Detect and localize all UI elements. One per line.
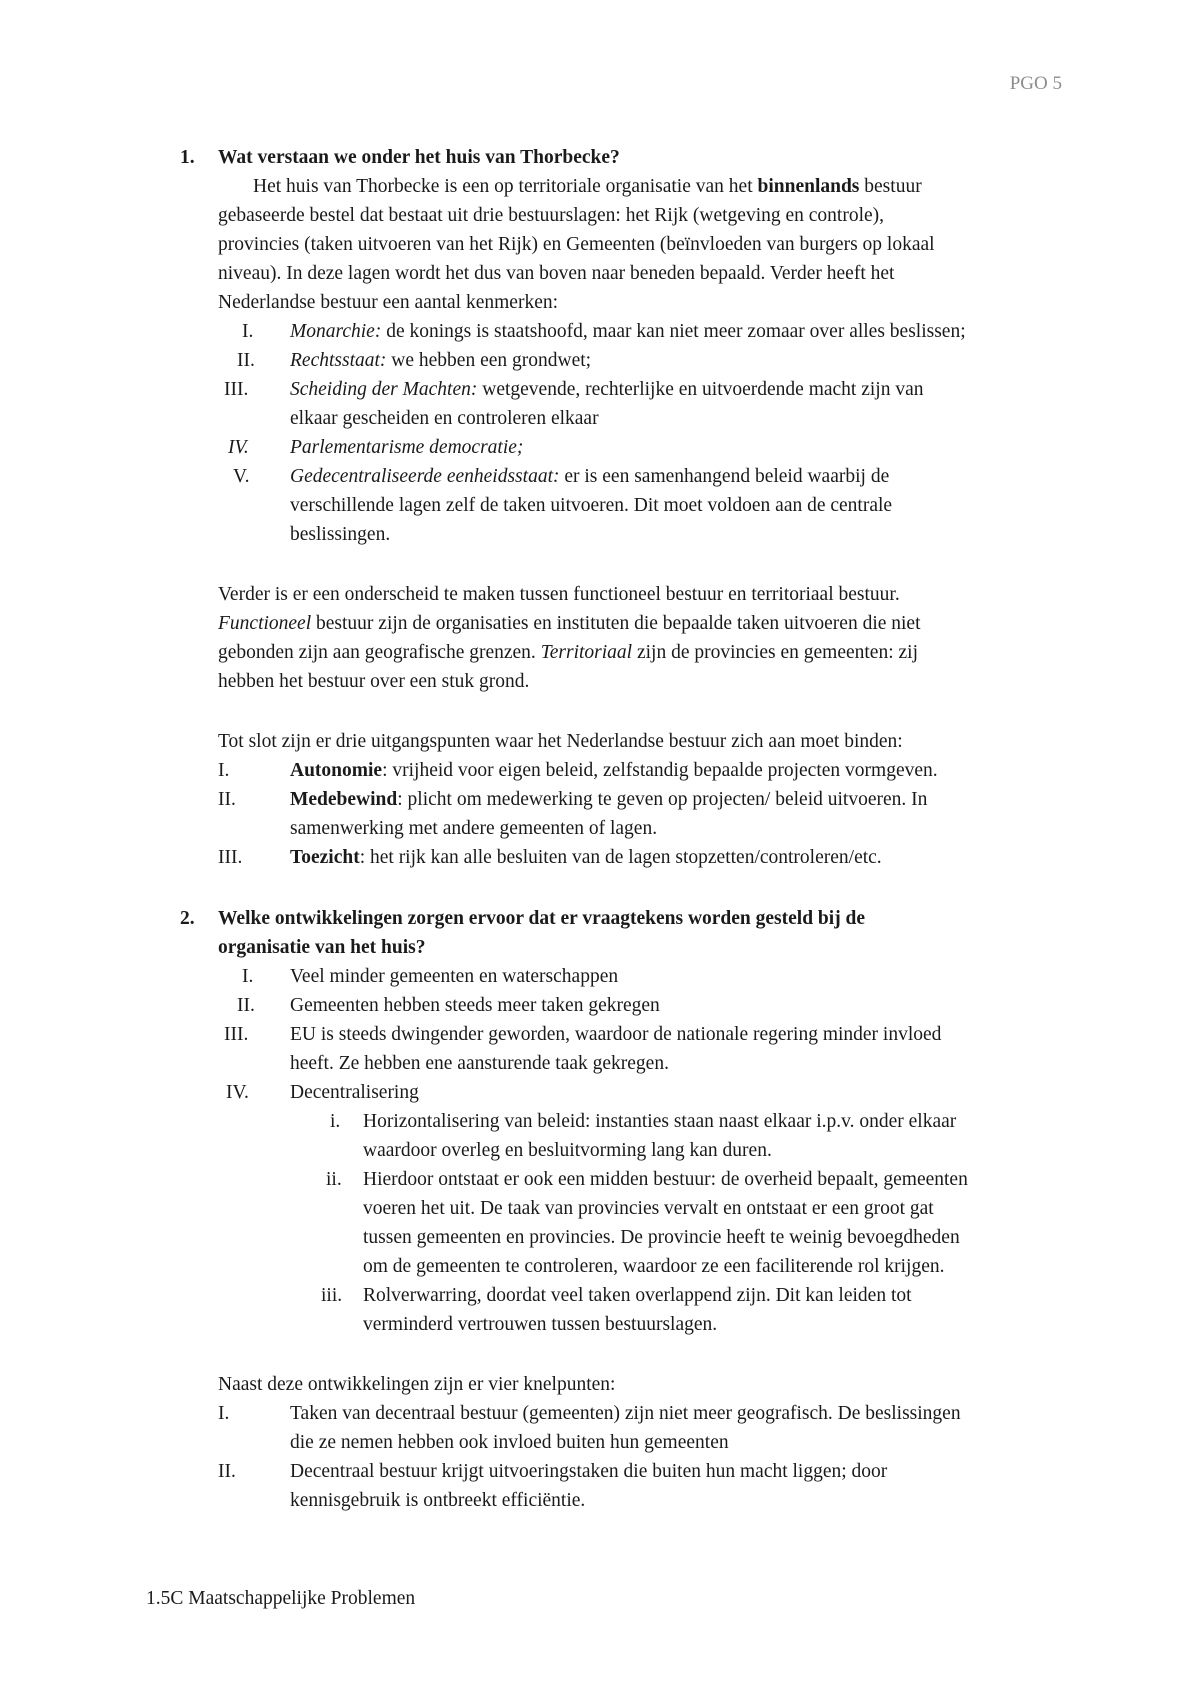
uitgangspunt-number: II. (218, 789, 236, 810)
sub-item-continuation: voeren het uit. De taak van provincies vervalt en ontstaat er een groot gat (363, 1198, 934, 1219)
kenmerk-item-continuation: beslissingen. (290, 524, 391, 545)
q1-number: 1. (180, 147, 195, 168)
kenmerk-number: I. (242, 321, 254, 342)
q2-question-line-1: Welke ontwikkelingen zorgen ervoor dat er vraagtekens worden gesteld bij de (218, 908, 866, 929)
kenmerk-number: V. (233, 466, 250, 487)
knelpunt-number: I. (218, 1403, 230, 1424)
knelpunt-item: Decentraal bestuur krijgt uitvoeringstaken die buiten hun macht liggen; door (290, 1461, 888, 1482)
kenmerk-item: Gedecentraliseerde eenheidsstaat: er is een samenhangend beleid waarbij de (290, 466, 890, 487)
sub-number: i. (330, 1111, 341, 1132)
uitgangspunt-number: I. (218, 760, 230, 781)
ontwikkeling-item: Decentralisering (290, 1082, 419, 1103)
sub-number: ii. (326, 1169, 342, 1190)
kenmerk-item-continuation: verschillende lagen zelf de taken uitvoeren. Dit moet voldoen aan de centrale (290, 495, 893, 516)
sub-item-continuation: verminderd vertrouwen tussen bestuurslagen. (363, 1314, 718, 1335)
ontwikkeling-number: II. (237, 995, 255, 1016)
page-footer: 1.5C Maatschappelijke Problemen (146, 1588, 416, 1609)
uitgangspunt-item: Toezicht: het rijk kan alle besluiten van de lagen stopzetten/controleren/etc. (290, 847, 882, 868)
ontwikkeling-item: Gemeenten hebben steeds meer taken gekregen (290, 995, 660, 1016)
sub-number: iii. (321, 1285, 343, 1306)
sub-item: Hierdoor ontstaat er ook een midden bestuur: de overheid bepaalt, gemeenten (363, 1169, 968, 1190)
sub-item-continuation: tussen gemeenten en provincies. De provincie heeft te weinig bevoegdheden (363, 1227, 960, 1248)
ontwikkeling-item: Veel minder gemeenten en waterschappen (290, 966, 619, 987)
ontwikkeling-number: I. (242, 966, 254, 987)
uitgangspunt-continuation: samenwerking met andere gemeenten of lagen. (290, 818, 658, 839)
kenmerk-item: Rechtsstaat: we hebben een grondwet; (290, 350, 592, 371)
sub-item: Rolverwarring, doordat veel taken overlappend zijn. Dit kan leiden tot (363, 1285, 912, 1306)
kenmerk-number: II. (237, 350, 255, 371)
sub-item: Horizontalisering van beleid: instanties staan naast elkaar i.p.v. onder elkaar (363, 1111, 957, 1132)
kenmerk-item-continuation: elkaar gescheiden en controleren elkaar (290, 408, 599, 429)
q1-intro-line-2: gebaseerde bestel dat bestaat uit drie bestuurslagen: het Rijk (wetgeving en controle), (218, 205, 885, 226)
ontwikkeling-number: IV. (226, 1082, 249, 1103)
totslot-line: Tot slot zijn er drie uitgangspunten waar het Nederlandse bestuur zich aan moet binden: (218, 731, 903, 752)
ontwikkeling-item: EU is steeds dwingender geworden, waardoor de nationale regering minder invloed (290, 1024, 942, 1045)
verder-line-1: Verder is er een onderscheid te maken tussen functioneel bestuur en territoriaal bestuur. (218, 584, 900, 605)
kenmerk-item: Scheiding der Machten: wetgevende, rechterlijke en uitvoerdende macht zijn van (290, 379, 924, 400)
kenmerk-number: IV. (228, 437, 249, 458)
uitgangspunt-item: Medebewind: plicht om medewerking te geven op projecten/ beleid uitvoeren. In (290, 789, 928, 810)
verder-line-4: hebben het bestuur over een stuk grond. (218, 671, 530, 692)
ontwikkeling-number: III. (224, 1024, 249, 1045)
ontwikkeling-continuation: heeft. Ze hebben ene aansturende taak gekregen. (290, 1053, 669, 1074)
q1-intro-line-5: Nederlandse bestuur een aantal kenmerken: (218, 292, 559, 313)
q2-number: 2. (180, 908, 195, 929)
knelpunt-continuation: kennisgebruik is ontbreekt efficiëntie. (290, 1490, 586, 1511)
knelpunt-continuation: die ze nemen hebben ook invloed buiten hun gemeenten (290, 1432, 729, 1453)
kenmerk-item: Monarchie: de konings is staatshoofd, maar kan niet meer zomaar over alles beslissen; (290, 321, 966, 342)
uitgangspunt-number: III. (218, 847, 243, 868)
q1-intro-line-1: Het huis van Thorbecke is een op territoriale organisatie van het binnenlands bestuur (253, 176, 922, 197)
naast-line: Naast deze ontwikkelingen zijn er vier knelpunten: (218, 1374, 616, 1395)
uitgangspunt-item: Autonomie: vrijheid voor eigen beleid, zelfstandig bepaalde projecten vormgeven. (290, 760, 938, 781)
kenmerk-number: III. (224, 379, 249, 400)
q1-question: Wat verstaan we onder het huis van Thorbecke? (218, 147, 620, 168)
q2-question-line-2: organisatie van het huis? (218, 937, 426, 958)
verder-line-3: gebonden zijn aan geografische grenzen. Territoriaal zijn de provincies en gemeenten: zij (218, 642, 918, 663)
kenmerk-item: Parlementarisme democratie; (290, 437, 524, 458)
sub-item-continuation: waardoor overleg en besluitvorming lang kan duren. (363, 1140, 772, 1161)
verder-line-2: Functioneel bestuur zijn de organisaties en instituten die bepaalde taken uitvoeren die niet (218, 613, 921, 634)
knelpunt-number: II. (218, 1461, 236, 1482)
page-header-label: PGO 5 (1009, 73, 1062, 94)
q1-intro-line-4: niveau). In deze lagen wordt het dus van boven naar beneden bepaald. Verder heeft het (218, 263, 895, 284)
knelpunt-item: Taken van decentraal bestuur (gemeenten) zijn niet meer geografisch. De beslissingen (290, 1403, 961, 1424)
sub-item-continuation: om de gemeenten te controleren, waardoor ze een faciliterende rol krijgen. (363, 1256, 945, 1277)
q1-intro-line-3: provincies (taken uitvoeren van het Rijk) en Gemeenten (beïnvloeden van burgers op lokaal (218, 234, 935, 255)
